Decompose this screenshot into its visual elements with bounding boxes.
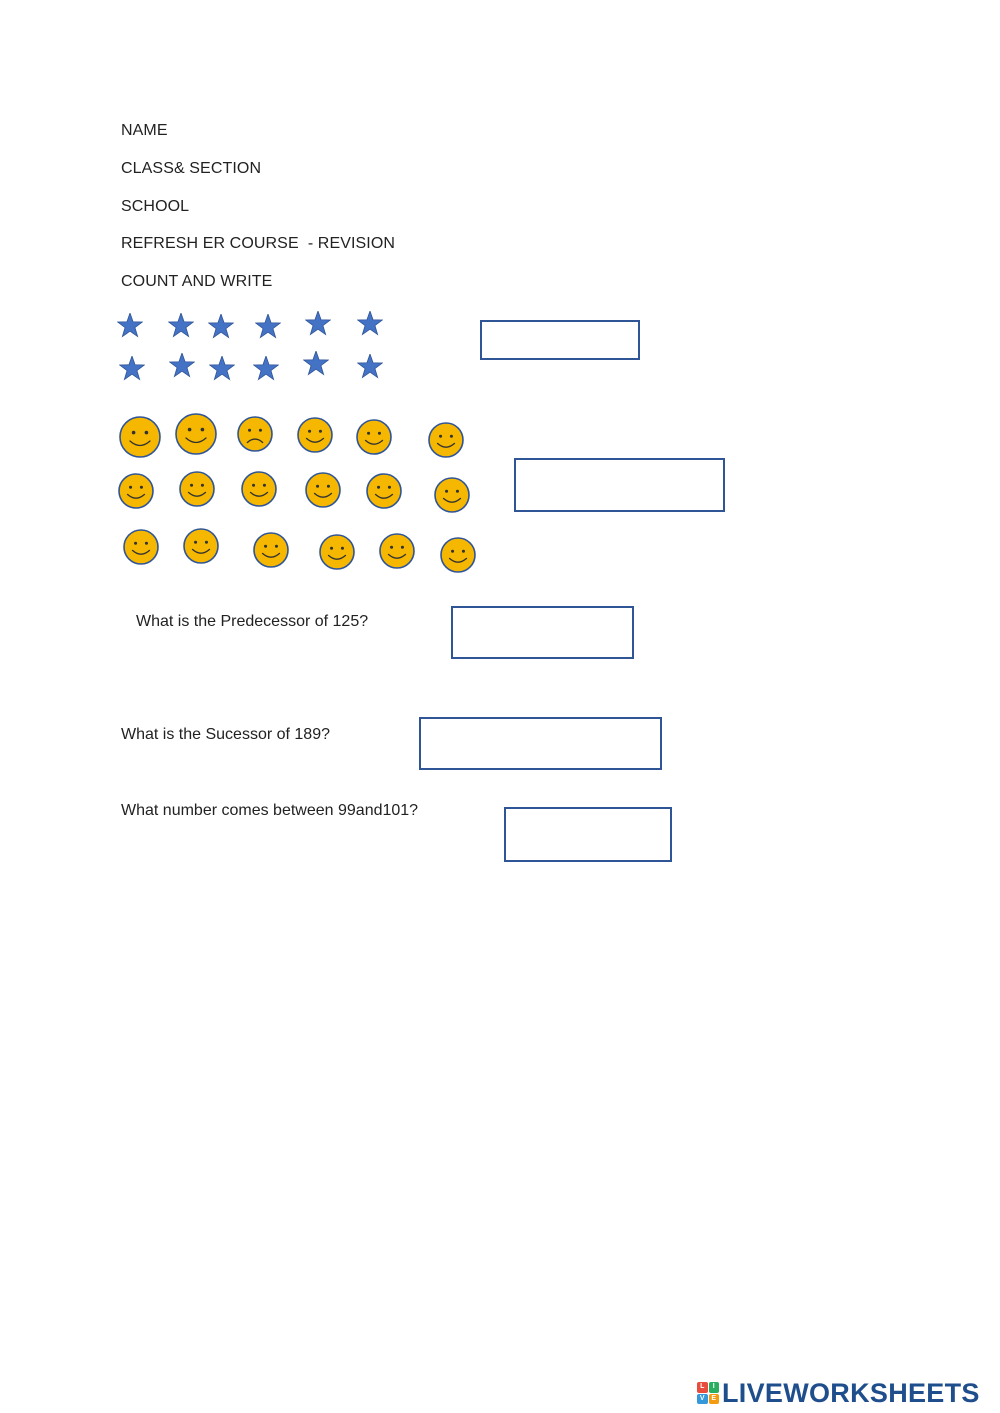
predecessor-answer-box[interactable] — [451, 606, 634, 659]
school-label: SCHOOL — [121, 198, 190, 215]
star-icon — [119, 356, 145, 387]
logo-letter: E — [709, 1394, 720, 1405]
smiley-face-icon — [296, 416, 334, 459]
star-icon — [169, 353, 195, 384]
smiley-face-icon — [439, 536, 477, 579]
smiley-face-icon — [365, 472, 403, 515]
smiley-face-icon — [117, 472, 155, 515]
smiley-face-icon — [427, 421, 465, 464]
logo-letter: L — [697, 1382, 708, 1393]
smiley-face-icon — [318, 533, 356, 576]
liveworksheets-logo — [697, 1378, 980, 1408]
smiley-face-icon — [355, 418, 393, 461]
between-question: What number comes between 99and101? — [121, 802, 419, 819]
between-answer-box[interactable] — [504, 807, 672, 862]
smiley-face-icon — [433, 476, 471, 519]
star-icon — [357, 311, 383, 342]
smiley-face-icon — [378, 532, 416, 575]
successor-answer-box[interactable] — [419, 717, 662, 770]
smiley-face-icon — [304, 471, 342, 514]
star-icon — [253, 356, 279, 387]
star-icon — [357, 354, 383, 385]
predecessor-question: What is the Predecessor of 125? — [136, 613, 369, 630]
star-icon — [303, 351, 329, 382]
course-label: REFRESH ER COURSE - REVISION — [121, 235, 396, 252]
smiley-face-icon — [122, 528, 160, 571]
star-icon — [168, 313, 194, 344]
smiley-count-answer-box[interactable] — [514, 458, 725, 512]
star-icon — [208, 314, 234, 345]
star-count-answer-box[interactable] — [480, 320, 640, 360]
class-section-label: CLASS& SECTION — [121, 160, 262, 177]
successor-question: What is the Sucessor of 189? — [121, 726, 330, 743]
smiley-face-icon — [252, 531, 290, 574]
smiley-face-icon — [178, 470, 216, 513]
star-icon — [305, 311, 331, 342]
logo-letter: V — [697, 1394, 708, 1405]
count-instruction: COUNT AND WRITE — [121, 273, 273, 290]
logo-letter: I — [709, 1382, 720, 1393]
smiley-face-icon — [118, 415, 162, 464]
name-label: NAME — [121, 122, 168, 139]
logo-mark-icon — [697, 1382, 719, 1404]
smiley-face-icon — [182, 527, 220, 570]
star-icon — [209, 356, 235, 387]
star-icon — [255, 314, 281, 345]
frown-face-icon — [236, 415, 274, 458]
smiley-face-icon — [240, 470, 278, 513]
star-icon — [117, 313, 143, 344]
smiley-face-icon — [174, 412, 218, 461]
logo-text: LIVEWORKSHEETS — [722, 1377, 980, 1408]
